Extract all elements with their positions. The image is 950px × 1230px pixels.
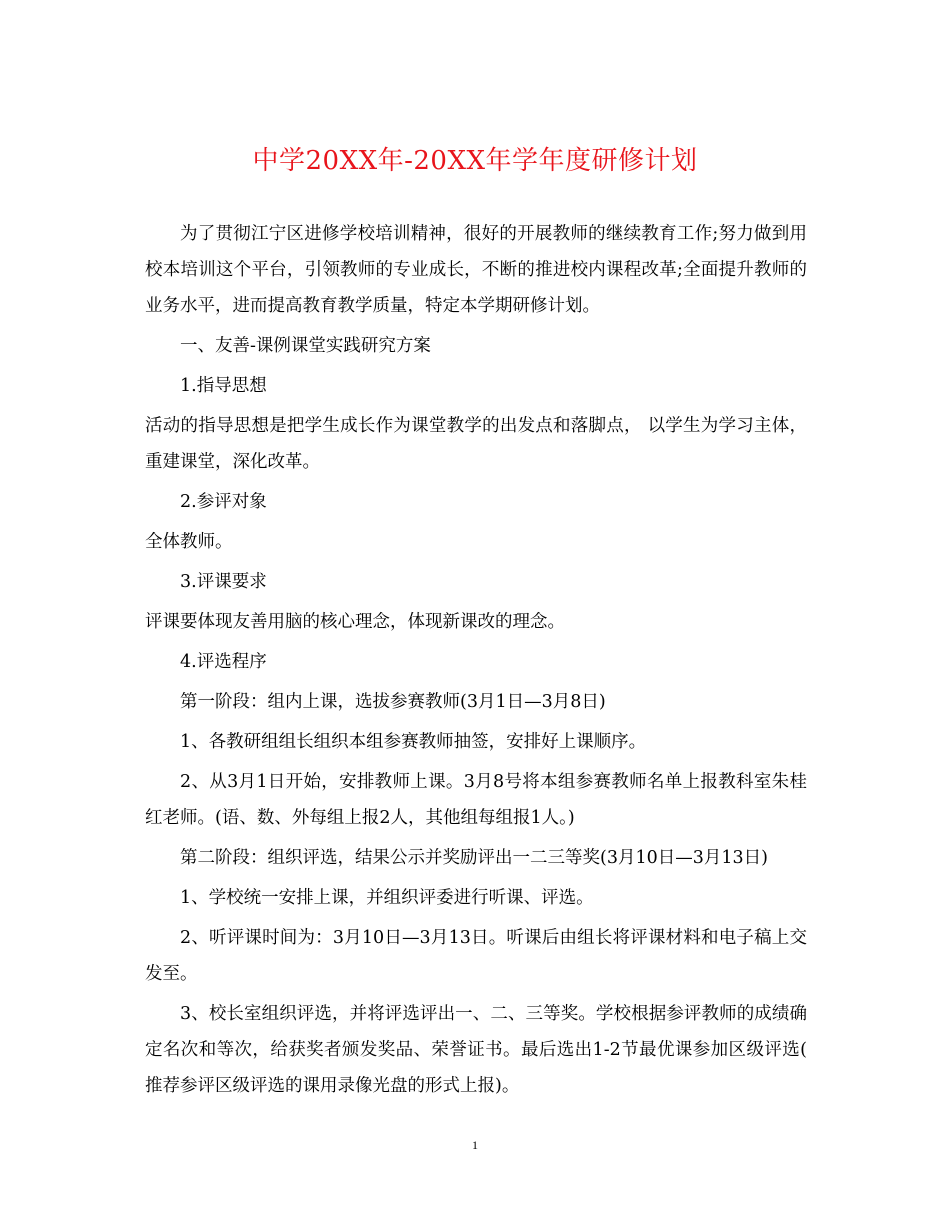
list-item: 1、学校统一安排上课，并组织评委进行听课、评选。 bbox=[180, 888, 594, 908]
subsection-heading: 2.参评对象 bbox=[180, 492, 267, 512]
paragraph: 第二阶段：组织评选，结果公示并奖励评出一二三等奖(3月10日—3月13日) bbox=[180, 848, 768, 868]
subsection-heading: 3.评课要求 bbox=[180, 572, 267, 592]
list-item: 2、从3月1日开始，安排教师上课。3月8号将本组参赛教师名单上报教科室朱桂红老师。(语、数、外每组上报2人，其他组每组报1人。) bbox=[145, 772, 807, 828]
subsection-heading: 1.指导思想 bbox=[180, 376, 267, 396]
section-heading: 一、友善-课例课堂实践研究方案 bbox=[180, 336, 431, 356]
paragraph: 第一阶段：组内上课，选拔参赛教师(3月1日—3月8日) bbox=[180, 692, 606, 712]
paragraph: 全体教师。 bbox=[145, 532, 233, 552]
subsection-heading: 4.评选程序 bbox=[180, 652, 267, 672]
document-body bbox=[145, 216, 807, 1108]
paragraph: 为了贯彻江宁区进修学校培训精神，很好的开展教师的继续教育工作;努力做到用校本培训这个平台，引领教师的专业成长，不断的推进校内课程改革;全面提升教师的业务水平，进而提高教育教学质量，特定本学期研修计划。 bbox=[145, 224, 807, 316]
list-item: 3、校长室组织评选，并将评选评出一、二、三等奖。学校根据参评教师的成绩确定名次和等次，给获奖者颁发奖品、荣誉证书。最后选出1-2节最优课参加区级评选(推荐参评区级评选的课用录像光盘的形式上报)。 bbox=[145, 1004, 807, 1096]
list-item: 1、各教研组组长组织本组参赛教师抽签，安排好上课顺序。 bbox=[180, 732, 647, 752]
page-number: 1 bbox=[472, 1138, 478, 1152]
document-title: 中学20XX年-20XX年学年度研修计划 bbox=[252, 146, 698, 176]
paragraph: 活动的指导思想是把学生成长作为课堂教学的出发点和落脚点， 以学生为学习主体，重建课堂，深化改革。 bbox=[145, 416, 807, 472]
list-item: 2、听评课时间为：3月10日—3月13日。听课后由组长将评课材料和电子稿上交发至。 bbox=[145, 928, 807, 984]
paragraph: 评课要体现友善用脑的核心理念，体现新课改的理念。 bbox=[145, 612, 565, 632]
